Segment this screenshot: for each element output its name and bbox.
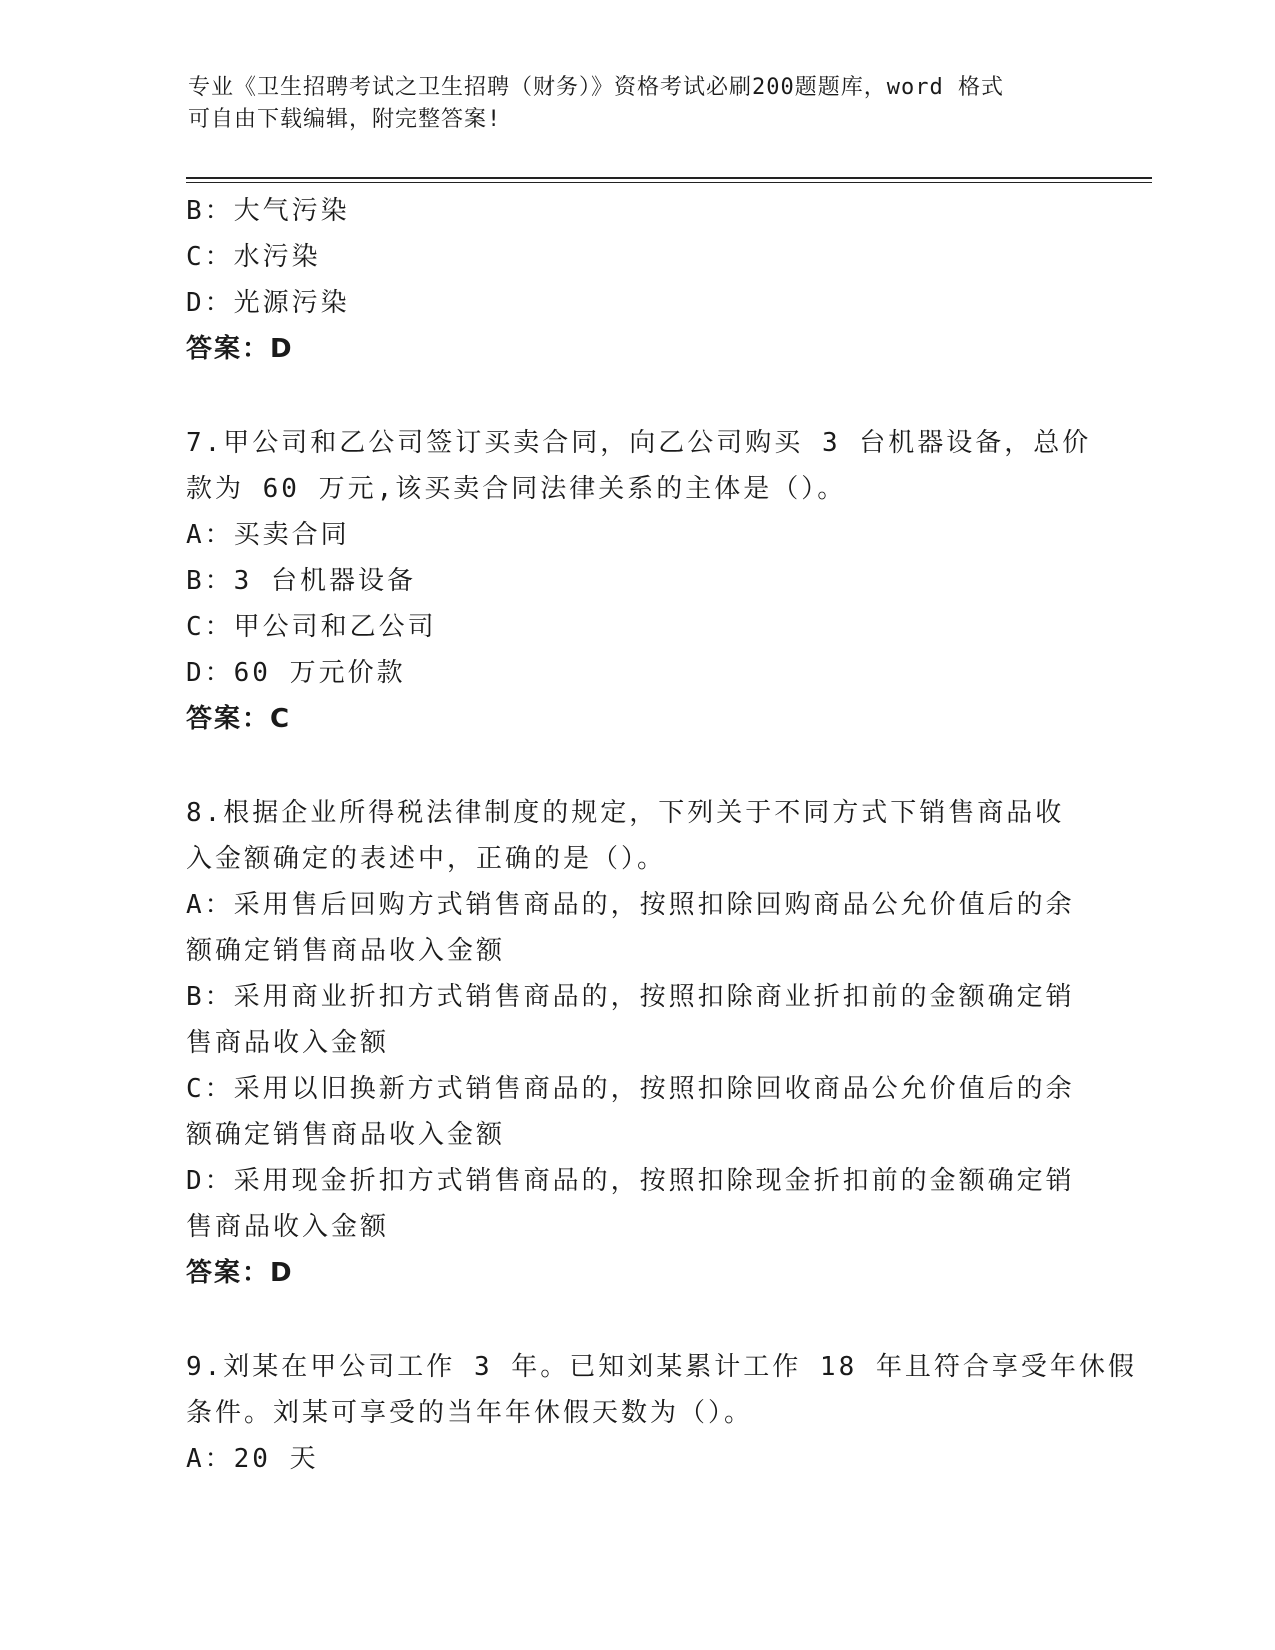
option-a: A：20 天 xyxy=(186,1444,319,1474)
question-stem-line: 条件。刘某可享受的当年年休假天数为（）。 xyxy=(186,1398,754,1428)
option-d-continued: 售商品收入金额 xyxy=(186,1212,390,1242)
question-6-continued xyxy=(186,188,1086,372)
option-c: C：甲公司和乙公司 xyxy=(186,612,437,642)
question-7 xyxy=(186,420,1092,742)
question-8 xyxy=(186,790,1086,1296)
option-b-continued: 售商品收入金额 xyxy=(186,1028,390,1058)
answer-line: 答案：C xyxy=(186,704,292,734)
header-title-line-1: 专业《卫生招聘考试之卫生招聘（财务）》资格考试必刷200题题库，word 格式 xyxy=(188,75,1004,100)
option-b: B：大气污染 xyxy=(186,196,350,226)
question-9 xyxy=(186,1344,1137,1482)
document-body xyxy=(186,188,1137,1482)
option-b: B：3 台机器设备 xyxy=(186,566,416,596)
option-a-continued: 额确定销售商品收入金额 xyxy=(186,936,506,966)
option-d: D：采用现金折扣方式销售商品的，按照扣除现金折扣前的金额确定销 xyxy=(186,1166,1075,1196)
option-c: C：水污染 xyxy=(186,242,321,272)
answer-line: 答案：D xyxy=(186,1258,294,1288)
header-title-line-2: 可自由下载编辑，附完整答案! xyxy=(188,107,502,132)
option-d: D：60 万元价款 xyxy=(186,658,406,688)
option-c: C：采用以旧换新方式销售商品的，按照扣除回收商品公允价值后的余 xyxy=(186,1074,1075,1104)
question-stem-line: 9.刘某在甲公司工作 3 年。已知刘某累计工作 18 年且符合享受年休假 xyxy=(186,1352,1137,1382)
answer-line: 答案：D xyxy=(186,334,294,364)
question-stem-line: 8.根据企业所得税法律制度的规定，下列关于不同方式下销售商品收 xyxy=(186,798,1065,828)
option-a: A：采用售后回购方式销售商品的，按照扣除回购商品公允价值后的余 xyxy=(186,890,1075,920)
question-stem-line: 入金额确定的表述中，正确的是（）。 xyxy=(186,844,667,874)
option-b: B：采用商业折扣方式销售商品的，按照扣除商业折扣前的金额确定销 xyxy=(186,982,1075,1012)
page-header xyxy=(188,72,1068,136)
option-d: D：光源污染 xyxy=(186,288,350,318)
header-divider-thick xyxy=(186,177,1152,179)
option-a: A：买卖合同 xyxy=(186,520,350,550)
header-divider-thin xyxy=(186,182,1152,183)
question-stem-line: 款为 60 万元,该买卖合同法律关系的主体是（）。 xyxy=(186,474,847,504)
question-stem-line: 7.甲公司和乙公司签订买卖合同，向乙公司购买 3 台机器设备，总价 xyxy=(186,428,1092,458)
option-c-continued: 额确定销售商品收入金额 xyxy=(186,1120,506,1150)
